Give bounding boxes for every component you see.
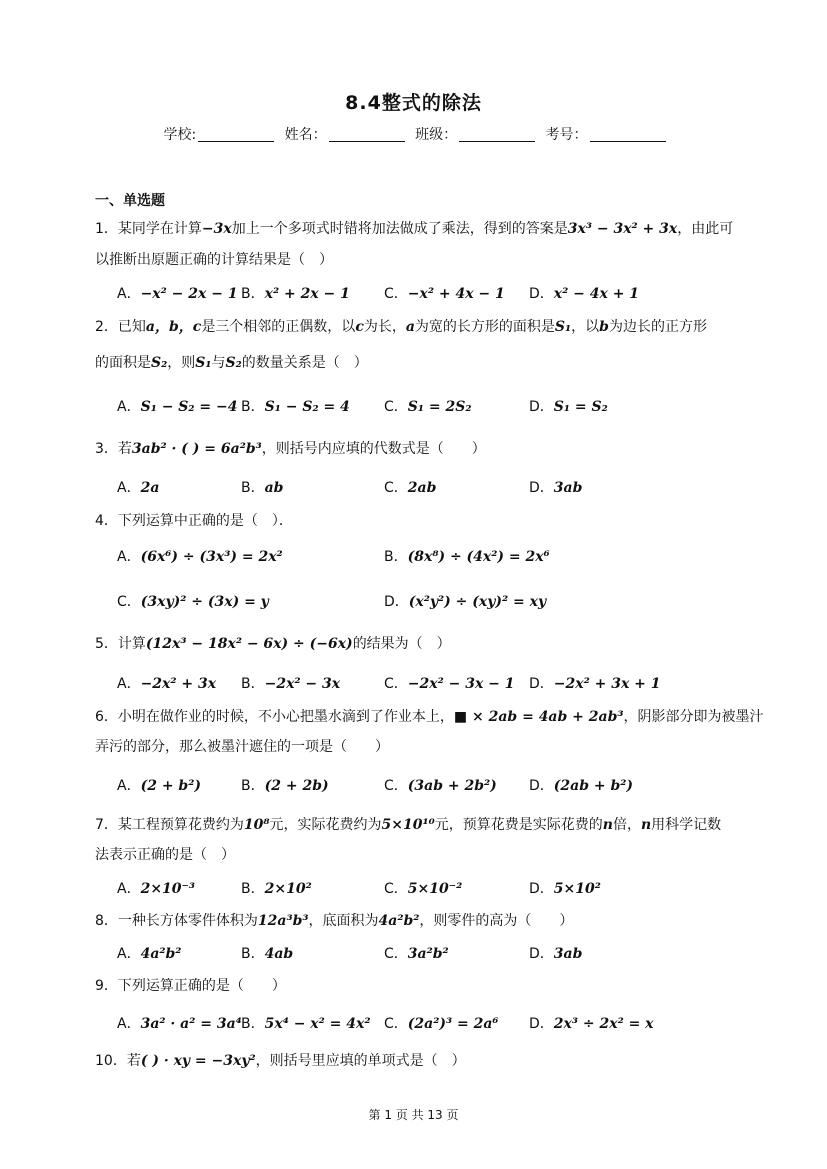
q2-option-d: D．S₁ = S₂ xyxy=(529,399,608,415)
question-9-line-1: 9．下列运算正确的是（ ） xyxy=(95,978,286,994)
page-footer: 第 1 页 共 13 页 xyxy=(368,1108,459,1122)
q7-option-c: C．5×10⁻² xyxy=(384,881,463,897)
exam-no-label: 考号： xyxy=(545,127,588,143)
q3-option-d: D．3ab xyxy=(529,480,583,496)
q6-option-a: A．(2 + b²) xyxy=(117,778,201,794)
q4-option-d: D．(x²y²) ÷ (xy)² = xy xyxy=(384,594,547,610)
q4-option-c: C．(3xy)² ÷ (3x) = y xyxy=(117,594,269,610)
q8-option-d: D．3ab xyxy=(529,946,583,962)
exam-no-blank xyxy=(590,127,666,142)
q7-option-b: B．2×10² xyxy=(241,881,312,897)
q4-option-a: A．(6x⁶) ÷ (3x³) = 2x² xyxy=(117,549,283,565)
q2-option-c: C．S₁ = 2S₂ xyxy=(384,399,472,415)
q4-option-b: B．(8x⁸) ÷ (4x²) = 2x⁶ xyxy=(384,549,550,565)
q3-option-b: B．ab xyxy=(241,480,284,496)
question-2-line-1: 2．已知a，b，c是三个相邻的正偶数，以c为长，a为宽的长方形的面积是S₁，以b为边长的正方形 xyxy=(95,319,707,335)
name-blank xyxy=(329,127,405,142)
q1-option-a: A．−x² − 2x − 1 xyxy=(117,286,238,302)
q6-option-d: D．(2ab + b²) xyxy=(529,778,634,794)
question-8-line-1: 8．一种长方体零件体积为12a³b³，底面积为4a²b²，则零件的高为（ ） xyxy=(95,913,574,929)
q7-option-d: D．5×10² xyxy=(529,881,601,897)
name-label: 姓名： xyxy=(284,127,327,143)
q6-option-b: B．(2 + 2b) xyxy=(241,778,329,794)
question-4-line-1: 4．下列运算中正确的是（ ）． xyxy=(95,513,293,529)
q9-option-d: D．2x³ ÷ 2x² = x xyxy=(529,1016,654,1032)
question-1-line-1: 1．某同学在计算−3x加上一个多项式时错将加法做成了乘法，得到的答案是3x³ − 3x² + 3x，由此可 xyxy=(95,221,734,237)
q7-option-a: A．2×10⁻³ xyxy=(117,881,196,897)
q1-option-d: D．x² − 4x + 1 xyxy=(529,286,640,302)
q9-option-b: B．5x⁴ − x² = 4x² xyxy=(241,1016,371,1032)
q3-option-a: A．2a xyxy=(117,480,160,496)
q8-option-a: A．4a²b² xyxy=(117,946,182,962)
question-6-line-1: 6．小明在做作业的时候，不小心把墨水滴到了作业本上，■ × 2ab = 4ab + 2ab³，阴影部分即为被墨汁 xyxy=(95,709,764,725)
q5-option-d: D．−2x² + 3x + 1 xyxy=(529,676,661,692)
student-info-line xyxy=(0,124,827,144)
q2-option-a: A．S₁ − S₂ = −4 xyxy=(117,399,238,415)
class-blank xyxy=(459,127,535,142)
question-1-line-2: 以推断出原题正确的计算结果是（ ） xyxy=(95,252,333,268)
question-7-line-1: 7．某工程预算花费约为10⁸元，实际花费约为5×10¹⁰元，预算花费是实际花费的n倍，n用科学记数 xyxy=(95,817,722,833)
q1-option-c: C．−x² + 4x − 1 xyxy=(384,286,505,302)
q2-option-b: B．S₁ − S₂ = 4 xyxy=(241,399,350,415)
question-7-line-2: 法表示正确的是（ ） xyxy=(95,847,235,863)
q5-option-c: C．−2x² − 3x − 1 xyxy=(384,676,515,692)
q5-option-a: A．−2x² + 3x xyxy=(117,676,217,692)
school-blank xyxy=(198,127,274,142)
question-2-line-2: 的面积是S₂，则S₁与S₂的数量关系是（ ） xyxy=(95,355,368,371)
page-title: 8.4整式的除法 xyxy=(345,92,482,114)
q8-option-c: C．3a²b² xyxy=(384,946,449,962)
q8-option-b: B．4ab xyxy=(241,946,294,962)
question-10-line-1: 10．若( ) · xy = −3xy²，则括号里应填的单项式是（ ） xyxy=(95,1053,466,1069)
q9-option-a: A．3a² · a² = 3a⁴ xyxy=(117,1016,242,1032)
section-heading: 一、单选题 xyxy=(95,193,165,209)
class-label: 班级： xyxy=(415,127,458,143)
school-label: 学校: xyxy=(163,127,197,143)
q1-option-b: B．x² + 2x − 1 xyxy=(241,286,350,302)
question-3-line-1: 3．若3ab² · ( ) = 6a²b³，则括号内应填的代数式是（ ） xyxy=(95,441,486,457)
q6-option-c: C．(3ab + 2b²) xyxy=(384,778,497,794)
q5-option-b: B．−2x² − 3x xyxy=(241,676,341,692)
q3-option-c: C．2ab xyxy=(384,480,437,496)
question-5-line-1: 5．计算(12x³ − 18x² − 6x) ÷ (−6x)的结果为（ ） xyxy=(95,636,451,652)
q9-option-c: C．(2a²)³ = 2a⁶ xyxy=(384,1016,499,1032)
question-6-line-2: 弄污的部分，那么被墨汁遮住的一项是（ ） xyxy=(95,739,389,755)
